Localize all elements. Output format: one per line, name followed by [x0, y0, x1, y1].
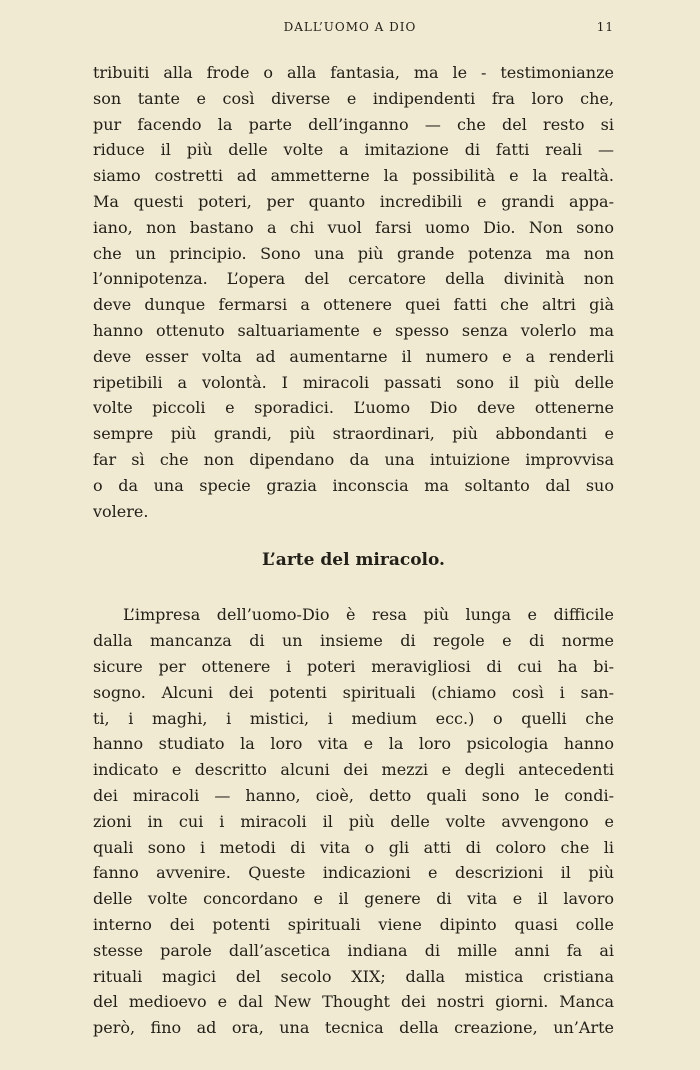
running-head [0, 20, 700, 42]
text-line: indicato e descritto alcuni dei mezzi e degli antecedenti [93, 760, 614, 780]
text-line: riduce il più delle volte a imitazione di fatti reali — [93, 140, 614, 160]
text-line: ripetibili a volontà. I miracoli passati sono il più delle [93, 372, 614, 392]
text-line: ti, i maghi, i mistici, i medium ecc.) o quelli che [93, 708, 614, 728]
text-line: dei miracoli — hanno, cioè, detto quali sono le condi- [93, 785, 614, 805]
text-line: deve esser volta ad aumentarne il numero e a renderli [93, 346, 614, 366]
text-line: volere. [93, 501, 149, 521]
text-line: fanno avvenire. Queste indicazioni e descrizioni il più [93, 863, 614, 883]
paragraph-1 [93, 60, 614, 524]
section-heading: L’arte del miracolo. [262, 550, 445, 571]
text-line: rituali magici del secolo XIX; dalla mistica cristiana [93, 966, 614, 986]
text-line: sicure per ottenere i poteri meravigliosi di cui ha bi- [93, 656, 614, 676]
text-line: deve dunque fermarsi a ottenere quei fatti che altri già [93, 295, 614, 315]
text-line: sempre più grandi, più straordinari, più abbondanti e [93, 424, 614, 444]
text-line: l’onnipotenza. L’opera del cercatore della divinità non [93, 269, 614, 289]
text-line: siamo costretti ad ammetterne la possibilità e la realtà. [93, 166, 614, 186]
text-line: L’impresa dell’uomo-Dio è resa più lunga e difficile [123, 605, 614, 625]
text-line: tribuiti alla frode o alla fantasia, ma le - testimonianze [93, 63, 614, 82]
text-line: però, fino ad ora, una tecnica della creazione, un’Arte [93, 1018, 614, 1038]
text-line: dalla mancanza di un insieme di regole e di norme [93, 631, 614, 651]
paragraph-2 [93, 602, 614, 1041]
text-line: interno dei potenti spirituali viene dipinto quasi colle [93, 914, 614, 934]
page-number: 11 [596, 20, 614, 34]
text-line: sogno. Alcuni dei potenti spirituali (chiamo così i san- [93, 682, 614, 702]
text-line: far sì che non dipendano da una intuizione improvvisa [93, 449, 614, 469]
text-line: volte piccoli e sporadici. L’uomo Dio deve ottenerne [93, 398, 614, 418]
text-line: stesse parole dall’ascetica indiana di mille anni fa ai [93, 940, 614, 960]
text-line: iano, non bastano a chi vuol farsi uomo Dio. Non sono [93, 217, 614, 237]
text-line: hanno ottenuto saltuariamente e spesso senza volerlo ma [93, 320, 614, 340]
text-line: o da una specie grazia inconscia ma soltanto dal suo [93, 475, 614, 495]
text-line: zioni in cui i miracoli il più delle volte avvengono e [93, 811, 614, 831]
text-line: hanno studiato la loro vita e la loro psicologia hanno [93, 734, 614, 754]
text-line: che un principio. Sono una più grande potenza ma non [93, 243, 614, 263]
text-line: son tante e così diverse e indipendenti fra loro che, [93, 88, 614, 108]
text-line: del medioevo e dal New Thought dei nostri giorni. Manca [93, 992, 614, 1012]
text-line: delle volte concordano e il genere di vita e il lavoro [93, 889, 614, 909]
text-line: Ma questi poteri, per quanto incredibili e grandi appa- [93, 191, 614, 211]
text-line: pur facendo la parte dell’inganno — che del resto si [93, 114, 614, 134]
running-head-title: DALL’UOMO A DIO [283, 20, 417, 34]
body-text [93, 60, 614, 1041]
text-line: quali sono i metodi di vita o gli atti di coloro che li [93, 837, 614, 857]
